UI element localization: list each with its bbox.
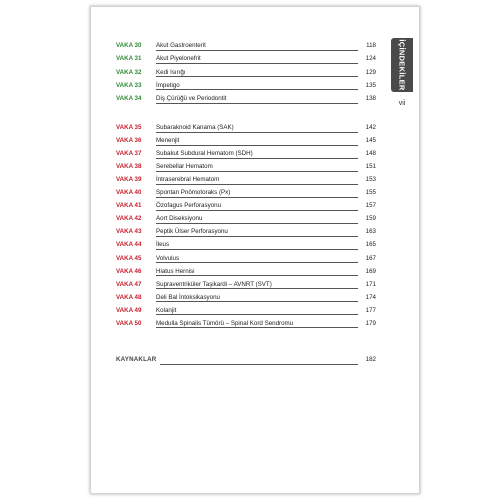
toc-entry[interactable] [116, 228, 376, 240]
toc-leader-line [160, 364, 358, 365]
toc-leader-line [156, 145, 358, 146]
toc-entry-title: Akut Piyelonefrit [156, 55, 201, 63]
toc-entry-page: 129 [365, 68, 376, 76]
toc-entry-page: 151 [365, 163, 376, 171]
toc-leader-line [156, 301, 358, 302]
toc-entry-title: Deli Bal İntoksikasyonu [156, 293, 220, 301]
toc-entry-page: 153 [365, 176, 376, 184]
toc-entry-title: İleus [156, 241, 170, 249]
toc-entry-page: 177 [365, 306, 376, 314]
toc-entry-number: VAKA 49 [116, 306, 142, 314]
toc-entry-number: KAYNAKLAR [116, 356, 157, 363]
toc-leader-line [156, 171, 358, 172]
toc-entry-title: Supraventriküler Taşikardi – AVNRT (SVT) [156, 280, 272, 288]
toc-entry[interactable] [116, 176, 376, 188]
toc-leader-line [156, 158, 358, 159]
toc-entry[interactable] [116, 281, 376, 293]
toc-entry[interactable] [116, 137, 376, 149]
toc-entry-title: Medulla Spinalis Tümörü – Spinal Kord Sendromu [156, 319, 294, 327]
toc-entry-title: Menenjit [156, 137, 180, 145]
toc-leader-line [156, 89, 358, 90]
toc-entry[interactable] [116, 69, 376, 81]
toc-entry-number: VAKA 42 [116, 215, 142, 223]
toc-leader-line [156, 327, 358, 328]
toc-leader-line [156, 63, 358, 64]
toc-leader-line [156, 314, 358, 315]
toc-entry[interactable] [116, 163, 376, 175]
toc-entry[interactable] [116, 241, 376, 253]
toc-entry-number: VAKA 40 [116, 189, 142, 197]
toc-entry-number: VAKA 47 [116, 280, 142, 288]
toc-entry-number: VAKA 39 [116, 176, 142, 184]
toc-entry-page: 124 [365, 55, 376, 63]
toc-entry-page: 157 [365, 202, 376, 210]
toc-leader-line [156, 223, 358, 224]
toc-entry-page: 174 [365, 293, 376, 301]
toc-entry-title: İntraserebral Hematom [156, 176, 220, 184]
toc-entry-title: İmpetigo [156, 81, 180, 89]
toc-entry-title: Kolanjit [156, 306, 177, 314]
toc-entry-number: VAKA 34 [116, 95, 142, 103]
toc-entry-number: VAKA 37 [116, 150, 142, 158]
toc-entry-title: Aort Diseksiyonu [156, 215, 203, 223]
toc-entry-number: VAKA 43 [116, 228, 142, 236]
toc-entry[interactable] [116, 82, 376, 94]
toc-entry-page: 145 [365, 137, 376, 145]
toc-leader-line [156, 132, 358, 133]
toc-entry-title: Volvulus [156, 254, 180, 262]
toc-entry-title: Kedi Isırığı [156, 68, 186, 76]
toc-entry-number: VAKA 44 [116, 241, 142, 249]
toc-entry-number: VAKA 46 [116, 267, 142, 275]
toc-entry[interactable] [116, 55, 376, 67]
toc-entry[interactable] [116, 294, 376, 306]
toc-leader-line [156, 197, 358, 198]
toc-leader-line [156, 249, 358, 250]
toc-leader-line [156, 103, 358, 104]
toc-entry-title: Akut Gastroenterit [156, 42, 206, 49]
toc-entry[interactable] [116, 202, 376, 214]
toc-entry-title: Özofagus Perforasyonu [156, 202, 222, 210]
toc-entry-title: Subakut Subdural Hematom (SDH) [156, 150, 253, 158]
toc-entry[interactable] [116, 215, 376, 227]
toc-entry[interactable] [116, 268, 376, 280]
toc-entry-page: 169 [365, 267, 376, 275]
toc-entry-page: 155 [365, 189, 376, 197]
toc-entry-page: 118 [366, 42, 376, 49]
toc-entry-page: 167 [365, 254, 376, 262]
toc-entry[interactable] [116, 150, 376, 162]
toc-entry[interactable] [116, 42, 376, 54]
toc-leader-line [156, 210, 358, 211]
toc-entry-number: VAKA 50 [116, 319, 142, 327]
toc-entry-number: VAKA 30 [116, 42, 142, 49]
toc-entry-title: Hiatus Hernisi [156, 267, 195, 275]
toc-entry-page: 148 [365, 150, 376, 158]
toc-entry-number: VAKA 48 [116, 293, 142, 301]
toc-entry-number: VAKA 45 [116, 254, 142, 262]
toc-entry-page: 159 [365, 215, 376, 223]
toc-entry-page: 138 [365, 95, 376, 103]
toc-leader-line [156, 262, 358, 263]
toc-entry-title: Subaraknoid Kanama (SAK) [156, 124, 234, 131]
toc-entry[interactable] [116, 124, 376, 136]
toc-entry-number: VAKA 33 [116, 81, 142, 89]
toc-entry-title: Serebellar Hematom [156, 163, 213, 171]
section-tab-label: İÇİNDEKİLER [397, 39, 407, 91]
toc-entry-page: 142 [365, 124, 376, 131]
toc-entry-page: 163 [365, 228, 376, 236]
toc-entry[interactable] [116, 189, 376, 201]
toc-entry-title: Diş Çürüğü ve Periodontit [156, 95, 227, 103]
toc-leader-line [156, 236, 358, 237]
toc-entry[interactable] [116, 307, 376, 319]
toc-entry-title: Peptik Ülser Perforasyonu [156, 228, 228, 236]
toc-entry-page: 135 [365, 81, 376, 89]
toc-leader-line [156, 288, 358, 289]
toc-entry-title: Spontan Pnömotoraks (Px) [156, 189, 231, 197]
page-number: vii [398, 100, 406, 107]
toc-leader-line [156, 50, 358, 51]
toc-entry[interactable] [116, 356, 376, 368]
toc-entry-page: 179 [365, 319, 376, 327]
toc-entry-page: 165 [365, 241, 376, 249]
toc-entry-number: VAKA 31 [116, 55, 142, 63]
toc-entry[interactable] [116, 255, 376, 267]
toc-entry[interactable] [116, 320, 376, 332]
toc-entry-number: VAKA 41 [116, 202, 142, 210]
toc-entry-page: 182 [365, 356, 376, 363]
toc-leader-line [156, 184, 358, 185]
toc-entry[interactable] [116, 95, 376, 107]
toc-entry-number: VAKA 36 [116, 137, 142, 145]
toc-entry-page: 171 [365, 280, 376, 288]
toc-entry-number: VAKA 38 [116, 163, 142, 171]
toc-leader-line [156, 275, 358, 276]
toc-leader-line [156, 76, 358, 77]
toc-entry-number: VAKA 32 [116, 68, 142, 76]
toc-entry-number: VAKA 35 [116, 124, 142, 131]
